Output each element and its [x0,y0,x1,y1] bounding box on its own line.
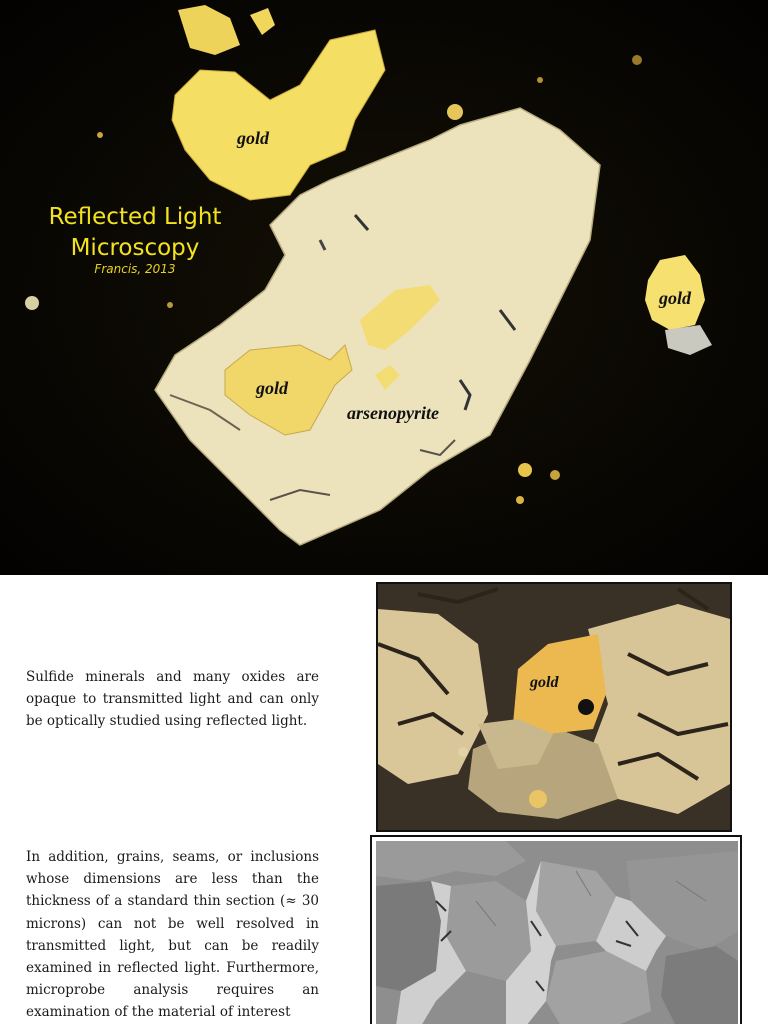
image-credit: Francis, 2013 [94,262,176,276]
paragraph-opaque-minerals: Sulfide minerals and many oxides are opaque to transmitted light and can only be optically studied using reflected light. [26,669,319,730]
paragraph-small-grains: In addition, grains, seams, or inclusions whose dimensions are less than the thickness of a standard thin section (≈ 30 microns) can not be well resolved in transmitted light, but can be readily examined in reflected light. Furthermore, microprobe analysis requires an examination of the material of interest [26,849,319,1021]
title-line-1: Reflected Light [48,204,222,230]
label-gold-top: gold [237,128,270,148]
gold-cracks-micrograph [376,582,732,832]
title-line-2: Microscopy [70,235,200,261]
label-gold-photo1: gold [530,674,559,691]
micrograph-title [20,202,250,264]
gray-micrograph [370,835,742,1024]
label-gold-right: gold [659,288,692,308]
gold-cracks-image [378,584,730,830]
label-arsenopyrite: arsenopyrite [347,403,439,423]
gray-micrograph-image [376,841,738,1024]
label-gold-center: gold [256,378,289,398]
